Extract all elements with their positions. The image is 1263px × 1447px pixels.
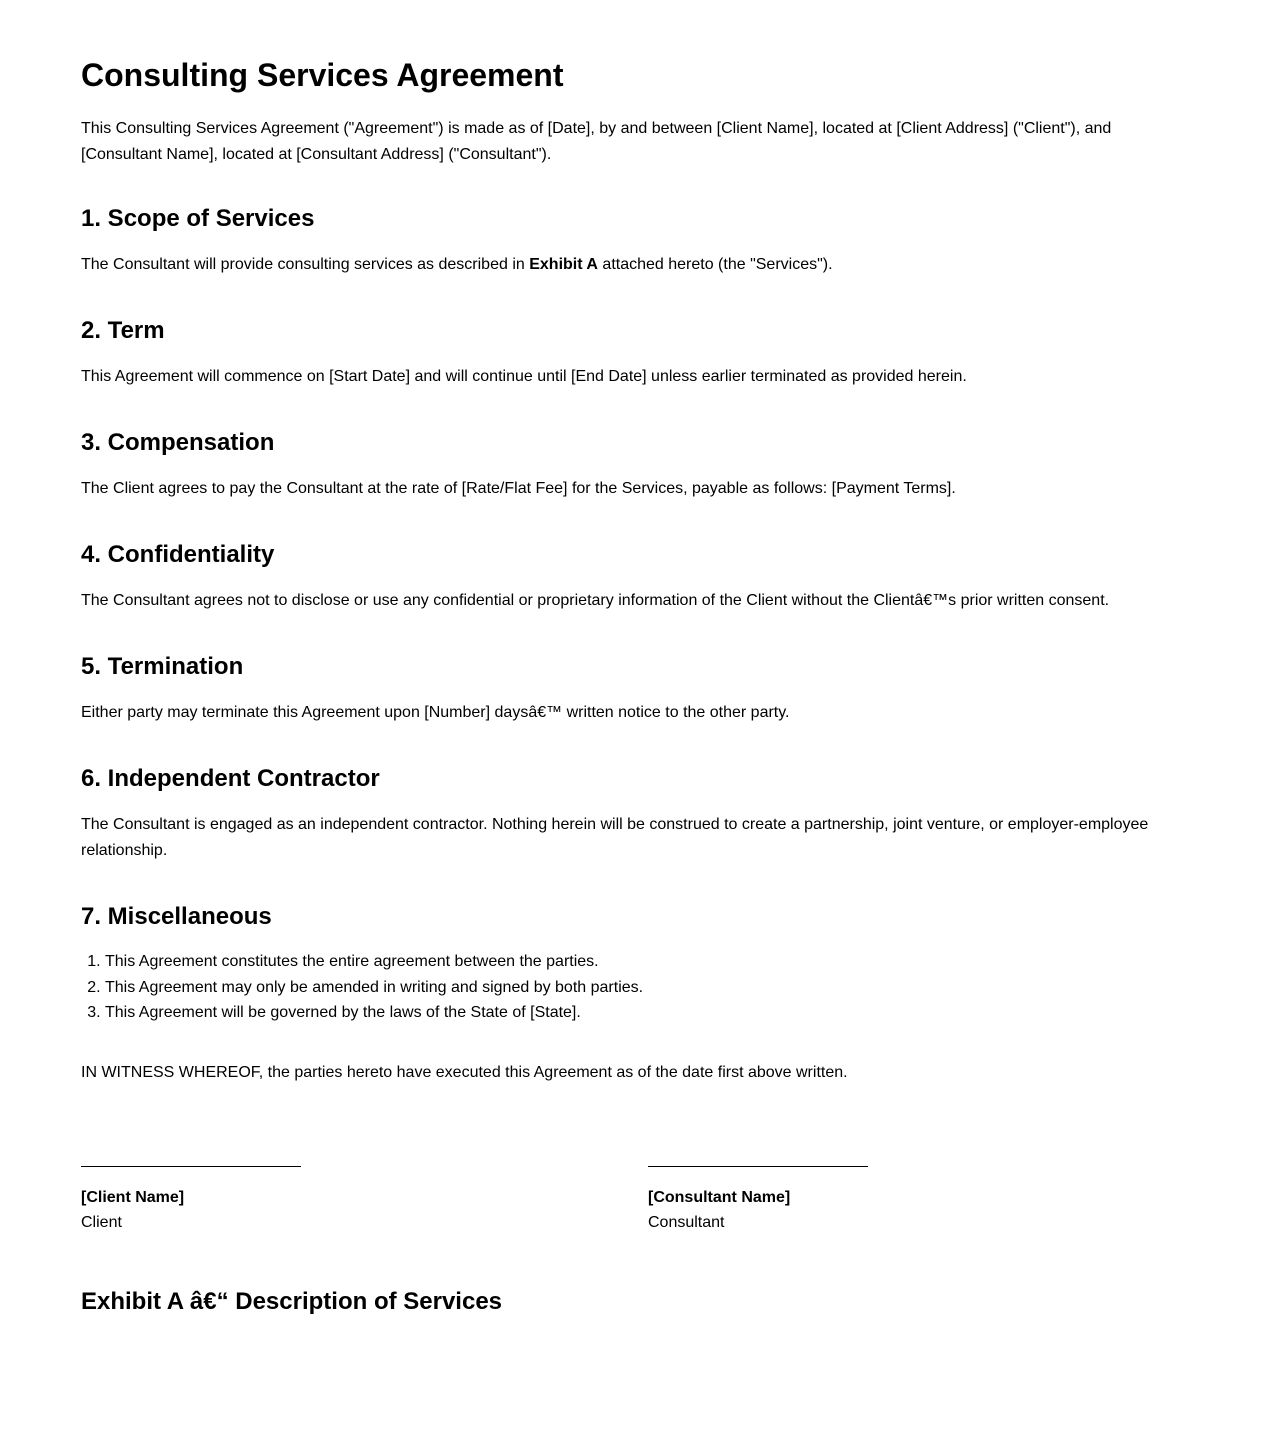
section-compensation <box>81 428 1166 502</box>
section-text: This Agreement will commence on [Start Date] and will continue until [End Date] unless earlier terminated as provided herein. <box>81 368 967 385</box>
exhibit-a-heading: Exhibit A â€“ Description of Services <box>81 1288 503 1315</box>
section-text-part: attached hereto (the "Services"). <box>597 256 833 273</box>
section-heading: 2. Term <box>81 317 165 344</box>
page-title: Consulting Services Agreement <box>81 57 564 93</box>
signature-line <box>81 1166 301 1167</box>
section-text-part: The Consultant will provide consulting services as described in <box>81 256 530 273</box>
signer-name: [Client Name] <box>81 1189 185 1206</box>
signer-role: Client <box>81 1214 122 1231</box>
signer-role: Consultant <box>648 1214 725 1231</box>
signature-line <box>648 1166 868 1167</box>
section-heading: 4. Confidentiality <box>81 541 275 568</box>
consultant-signature-block <box>648 1166 948 1235</box>
section-text: The Consultant is engaged as an independent contractor. Nothing herein will be construed to create a partnership, joint venture, or employer-employee relationship. <box>81 816 1149 859</box>
section-confidentiality <box>81 540 1166 614</box>
section-text <box>81 252 1166 278</box>
section-term <box>81 316 1166 390</box>
intro-paragraph: This Consulting Services Agreement ("Agreement") is made as of [Date], by and between [Client Name], located at [Client Address] ("Client"), and [Consultant Name], located at [Consultant Address] ("Consultant"). <box>81 120 1112 163</box>
section-independent-contractor <box>81 764 1166 864</box>
section-text: Either party may terminate this Agreement upon [Number] daysâ€™ written notice to the other party. <box>81 704 790 721</box>
section-heading: 6. Independent Contractor <box>81 765 380 792</box>
list-item: 3. This Agreement will be governed by the laws of the State of [State]. <box>105 1000 1166 1026</box>
section-heading: 7. Miscellaneous <box>81 903 272 930</box>
section-heading: 1. Scope of Services <box>81 205 315 232</box>
exhibit-reference: Exhibit A <box>529 256 598 273</box>
section-text: The Client agrees to pay the Consultant at the rate of [Rate/Flat Fee] for the Services, payable as follows: [Payment Terms]. <box>81 480 956 497</box>
section-scope-of-services <box>81 204 1166 278</box>
section-heading: 5. Termination <box>81 653 244 680</box>
list-item: 2. This Agreement may only be amended in writing and signed by both parties. <box>105 975 1166 1001</box>
miscellaneous-list <box>81 949 1166 1026</box>
section-text: The Consultant agrees not to disclose or use any confidential or proprietary information of the Client without the Clientâ€™s prior written consent. <box>81 592 1110 609</box>
list-item: 1. This Agreement constitutes the entire agreement between the parties. <box>105 949 1166 975</box>
signer-name: [Consultant Name] <box>648 1189 791 1206</box>
section-heading: 3. Compensation <box>81 429 275 456</box>
section-termination <box>81 652 1166 726</box>
witness-statement: IN WITNESS WHEREOF, the parties hereto have executed this Agreement as of the date first above written. <box>81 1064 848 1081</box>
section-miscellaneous <box>81 902 1166 1026</box>
client-signature-block <box>81 1166 381 1235</box>
